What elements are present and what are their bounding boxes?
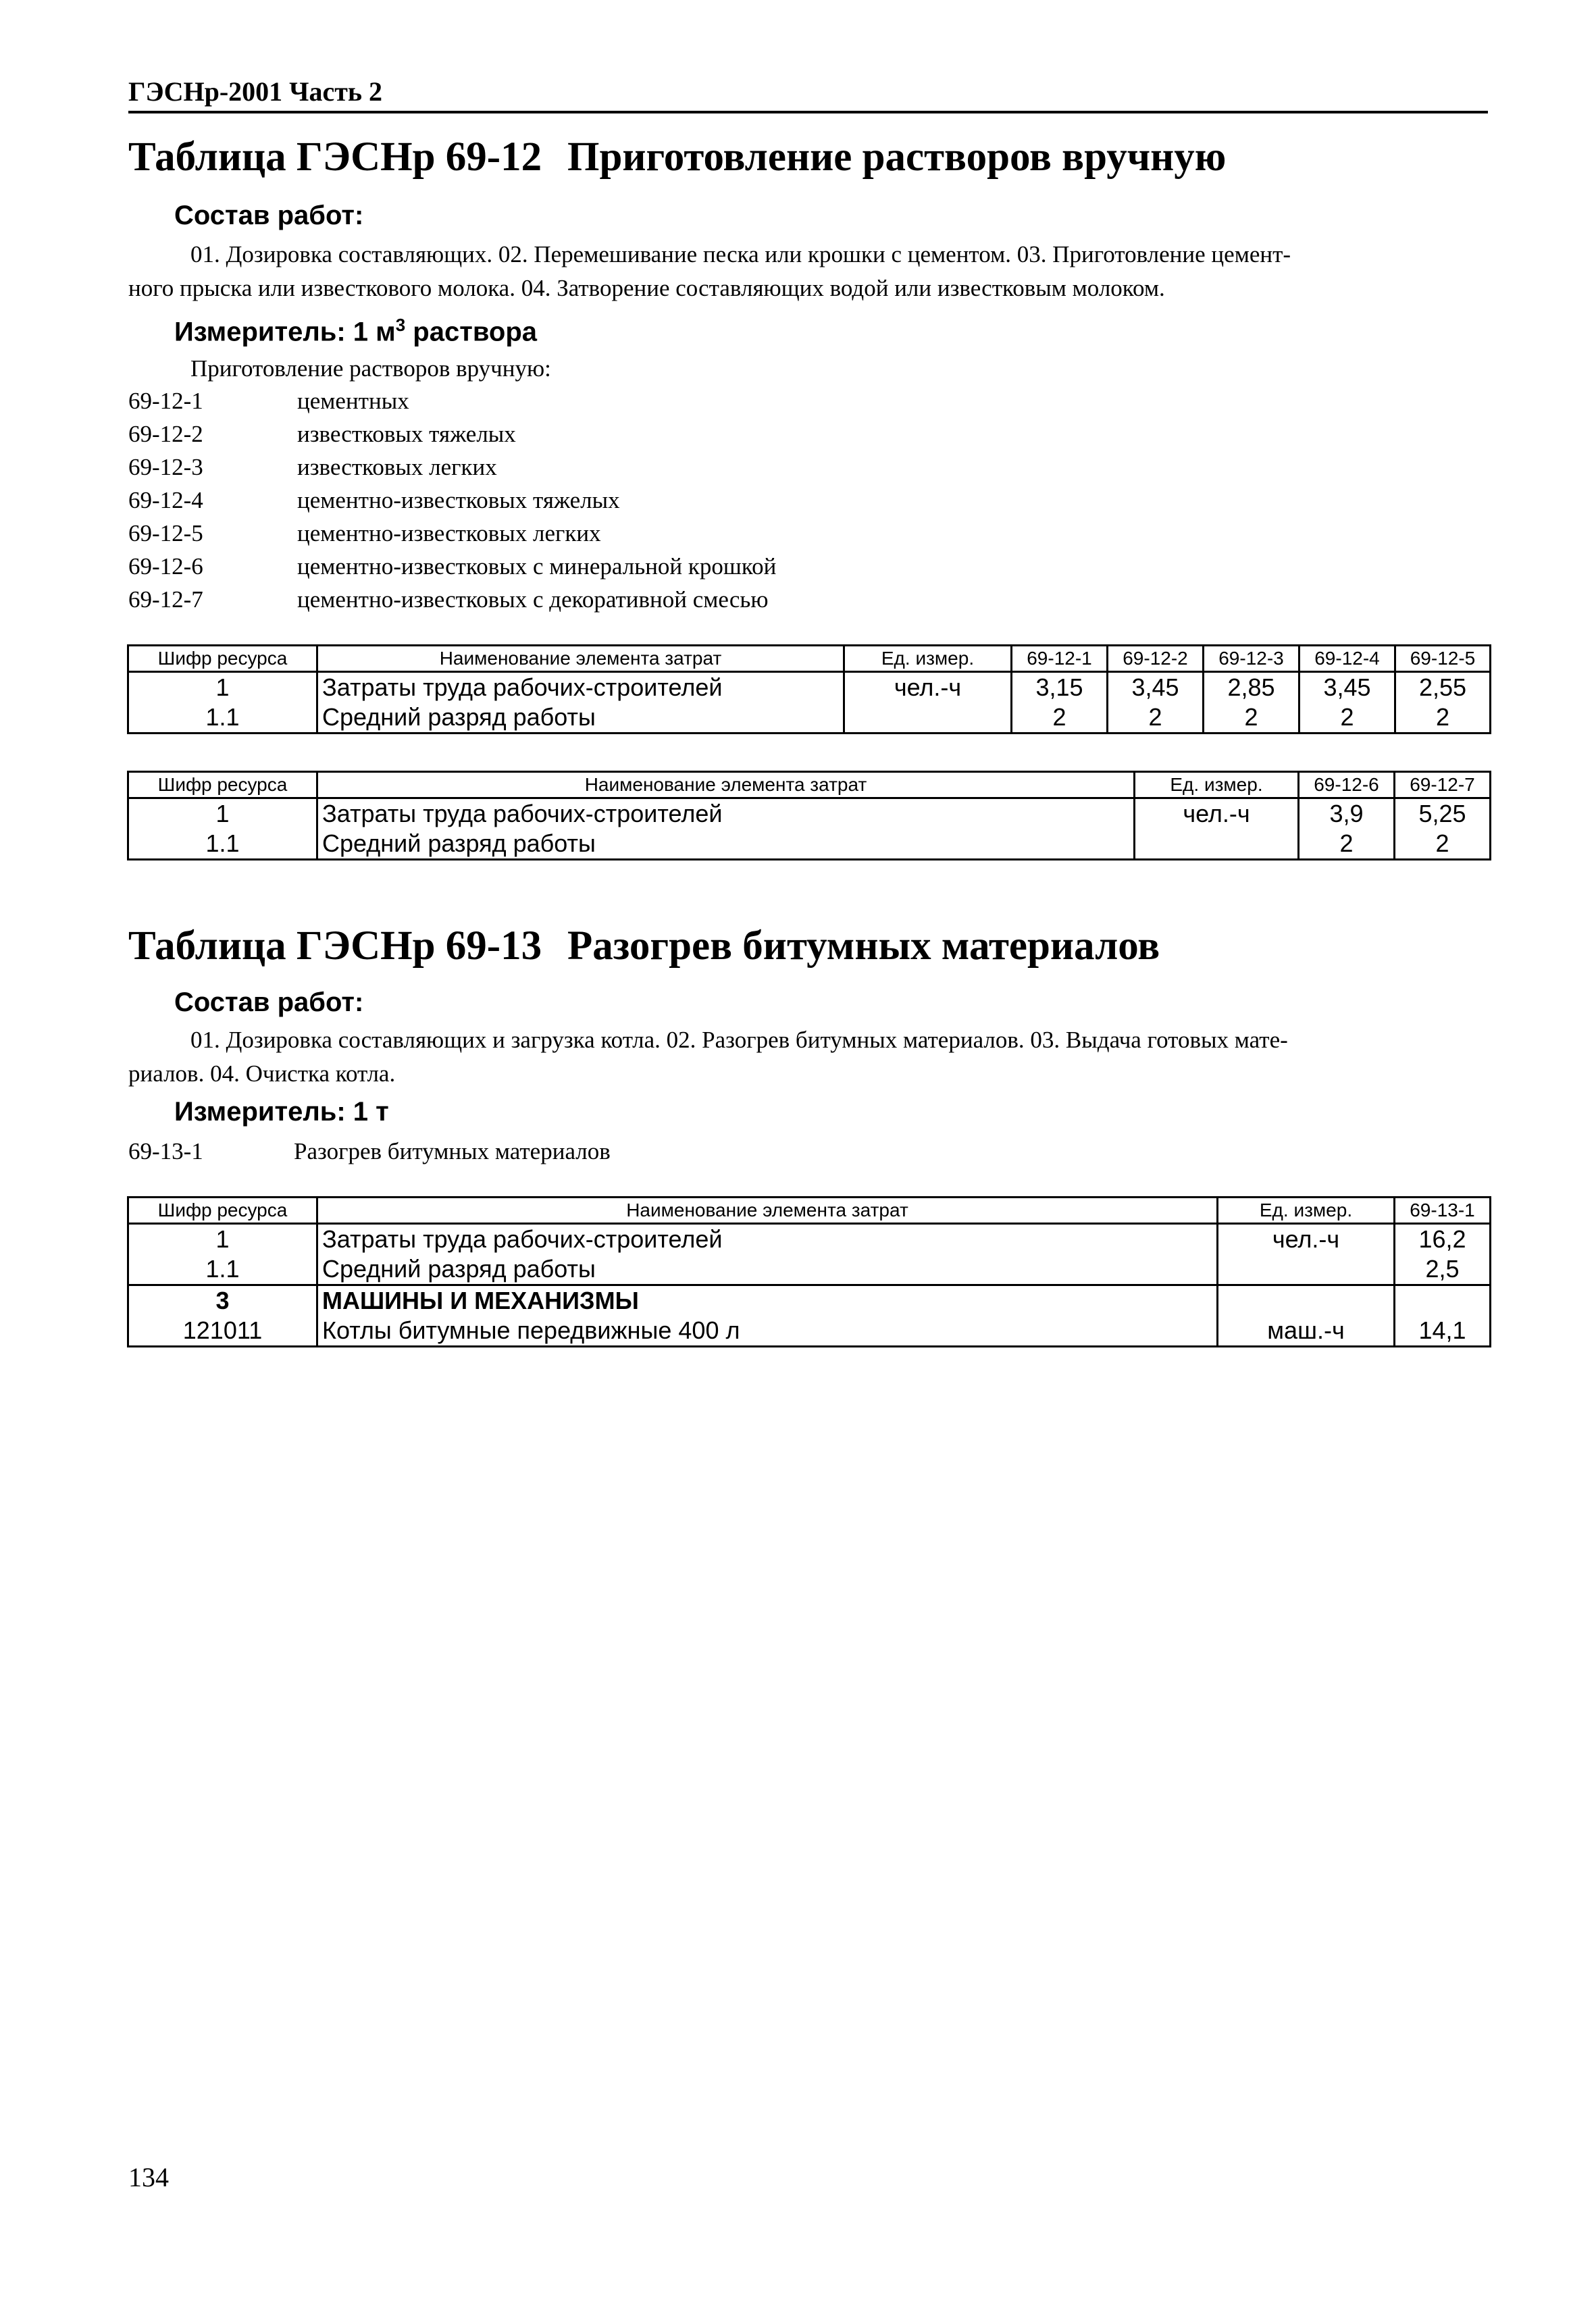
col-header: Шифр ресурса: [128, 646, 317, 672]
resource-code: 121011: [128, 1316, 317, 1347]
value: 2: [1299, 702, 1395, 734]
item-name: цементно-известковых легких: [297, 520, 601, 546]
resource-table-69-12-6-7: [127, 771, 1491, 860]
col-header: Ед. измер.: [1135, 772, 1299, 798]
works-line-2: риалов. 04. Очистка котла.: [128, 1060, 396, 1087]
table-header-row: [128, 646, 1491, 672]
resource-table-69-12-1-5: [127, 644, 1491, 734]
table-69-12-title-name: Приготовление растворов вручную: [567, 134, 1227, 180]
col-header: Наименование элемента затрат: [317, 646, 844, 672]
unit: чел.-ч: [844, 672, 1012, 703]
table-69-12-measure: [174, 315, 537, 347]
table-69-12-title-code: Таблица ГЭСНр 69-12: [128, 134, 542, 180]
cost-element: Средний разряд работы: [317, 702, 844, 734]
item-name: цементно-известковых тяжелых: [297, 487, 620, 513]
col-header: Ед. измер.: [844, 646, 1012, 672]
col-header: 69-13-1: [1395, 1198, 1491, 1224]
resource-code: 1.1: [128, 702, 317, 734]
works-line-2: ного прыска или известкового молока. 04. Затворение составляющих водой или известковым молоком.: [128, 275, 1165, 301]
value: 16,2: [1395, 1224, 1491, 1255]
table-row: [128, 1254, 1491, 1285]
value: 2: [1012, 702, 1108, 734]
cost-element: Средний разряд работы: [317, 829, 1135, 860]
col-header: Шифр ресурса: [128, 772, 317, 798]
col-header: Наименование элемента затрат: [317, 772, 1135, 798]
table-row: [128, 1316, 1491, 1347]
table-row: [128, 702, 1491, 734]
resource-code: 3: [128, 1285, 317, 1316]
table-row: [128, 1224, 1491, 1255]
value: 2: [1395, 829, 1491, 860]
table-69-13-works-heading: Состав работ:: [174, 987, 364, 1017]
table-row: [128, 1285, 1491, 1316]
measure-sup: 3: [395, 315, 406, 335]
value: 5,25: [1395, 798, 1491, 829]
col-header: 69-12-2: [1108, 646, 1204, 672]
works-line-1: 01. Дозировка составляющих и загрузка котла. 02. Разогрев битумных материалов. 03. Выдача готовых мате-: [190, 1027, 1288, 1053]
unit: [844, 702, 1012, 734]
table-69-12-works-heading: Состав работ:: [174, 201, 364, 230]
item-name: известковых легких: [297, 454, 497, 480]
resource-code: 1.1: [128, 1254, 317, 1285]
unit: [1135, 829, 1299, 860]
col-header: 69-12-7: [1395, 772, 1491, 798]
value: 3,45: [1299, 672, 1395, 703]
unit: чел.-ч: [1218, 1224, 1395, 1255]
col-header: Ед. измер.: [1218, 1198, 1395, 1224]
cost-element: Затраты труда рабочих-строителей: [317, 798, 1135, 829]
resource-code: 1.1: [128, 829, 317, 860]
value: 2: [1204, 702, 1299, 734]
page-number: 134: [128, 2162, 169, 2192]
table-69-13-title-code: Таблица ГЭСНр 69-13: [128, 923, 542, 969]
col-header: 69-12-1: [1012, 646, 1108, 672]
value: 2: [1395, 702, 1491, 734]
value: 2: [1299, 829, 1395, 860]
col-header: 69-12-5: [1395, 646, 1491, 672]
resource-code: 1: [128, 1224, 317, 1255]
cost-element: Котлы битумные передвижные 400 л: [317, 1316, 1218, 1347]
item-code: 69-12-5: [128, 520, 203, 546]
item-code: 69-12-3: [128, 454, 203, 480]
value: 3,45: [1108, 672, 1204, 703]
value: 3,15: [1012, 672, 1108, 703]
measure-prefix: Измеритель: 1 м: [174, 317, 396, 347]
item-name: Разогрев битумных материалов: [294, 1138, 611, 1164]
col-header: 69-12-3: [1204, 646, 1299, 672]
unit: чел.-ч: [1135, 798, 1299, 829]
value: 2: [1108, 702, 1204, 734]
table-row: [128, 829, 1491, 860]
unit: [1218, 1285, 1395, 1316]
section-heading: МАШИНЫ И МЕХАНИЗМЫ: [317, 1285, 1218, 1316]
measure-suffix: раствора: [405, 317, 537, 347]
resource-table-69-13: [127, 1196, 1491, 1347]
item-code: 69-12-7: [128, 586, 203, 613]
item-name: цементных: [297, 388, 409, 414]
table-header-row: [128, 1198, 1491, 1224]
cost-element: Затраты труда рабочих-строителей: [317, 1224, 1218, 1255]
works-line-1: 01. Дозировка составляющих. 02. Перемешивание песка или крошки с цементом. 03. Приготовление цемент-: [190, 241, 1291, 267]
table-row: [128, 672, 1491, 703]
table-69-12-works-text: [128, 238, 1488, 305]
item-name: цементно-известковых с декоративной смесью: [297, 586, 769, 613]
unit: [1218, 1254, 1395, 1285]
header-rule: [128, 111, 1488, 113]
item-name: известковых тяжелых: [297, 421, 516, 447]
value: 2,85: [1204, 672, 1299, 703]
item-code: 69-12-6: [128, 553, 203, 580]
col-header: Шифр ресурса: [128, 1198, 317, 1224]
cost-element: Затраты труда рабочих-строителей: [317, 672, 844, 703]
resource-code: 1: [128, 672, 317, 703]
value: 14,1: [1395, 1316, 1491, 1347]
value: 2,55: [1395, 672, 1491, 703]
unit: маш.-ч: [1218, 1316, 1395, 1347]
value: 3,9: [1299, 798, 1395, 829]
item-code: 69-12-4: [128, 487, 203, 513]
running-header: ГЭСНр-2001 Часть 2: [128, 76, 383, 107]
cost-element: Средний разряд работы: [317, 1254, 1218, 1285]
col-header: 69-12-4: [1299, 646, 1395, 672]
table-69-13-works-text: [128, 1023, 1488, 1091]
table-69-13-title-name: Разогрев битумных материалов: [567, 923, 1160, 969]
item-code: 69-12-2: [128, 421, 203, 447]
item-code: 69-12-1: [128, 388, 203, 414]
value: [1395, 1285, 1491, 1316]
item-name: цементно-известковых с минеральной крошкой: [297, 553, 777, 580]
table-row: [128, 798, 1491, 829]
table-69-13-measure: Измеритель: 1 т: [174, 1097, 389, 1127]
item-code: 69-13-1: [128, 1138, 203, 1164]
resource-code: 1: [128, 798, 317, 829]
value: 2,5: [1395, 1254, 1491, 1285]
table-header-row: [128, 772, 1491, 798]
table-69-12-intro: Приготовление растворов вручную:: [190, 355, 551, 382]
col-header: Наименование элемента затрат: [317, 1198, 1218, 1224]
col-header: 69-12-6: [1299, 772, 1395, 798]
